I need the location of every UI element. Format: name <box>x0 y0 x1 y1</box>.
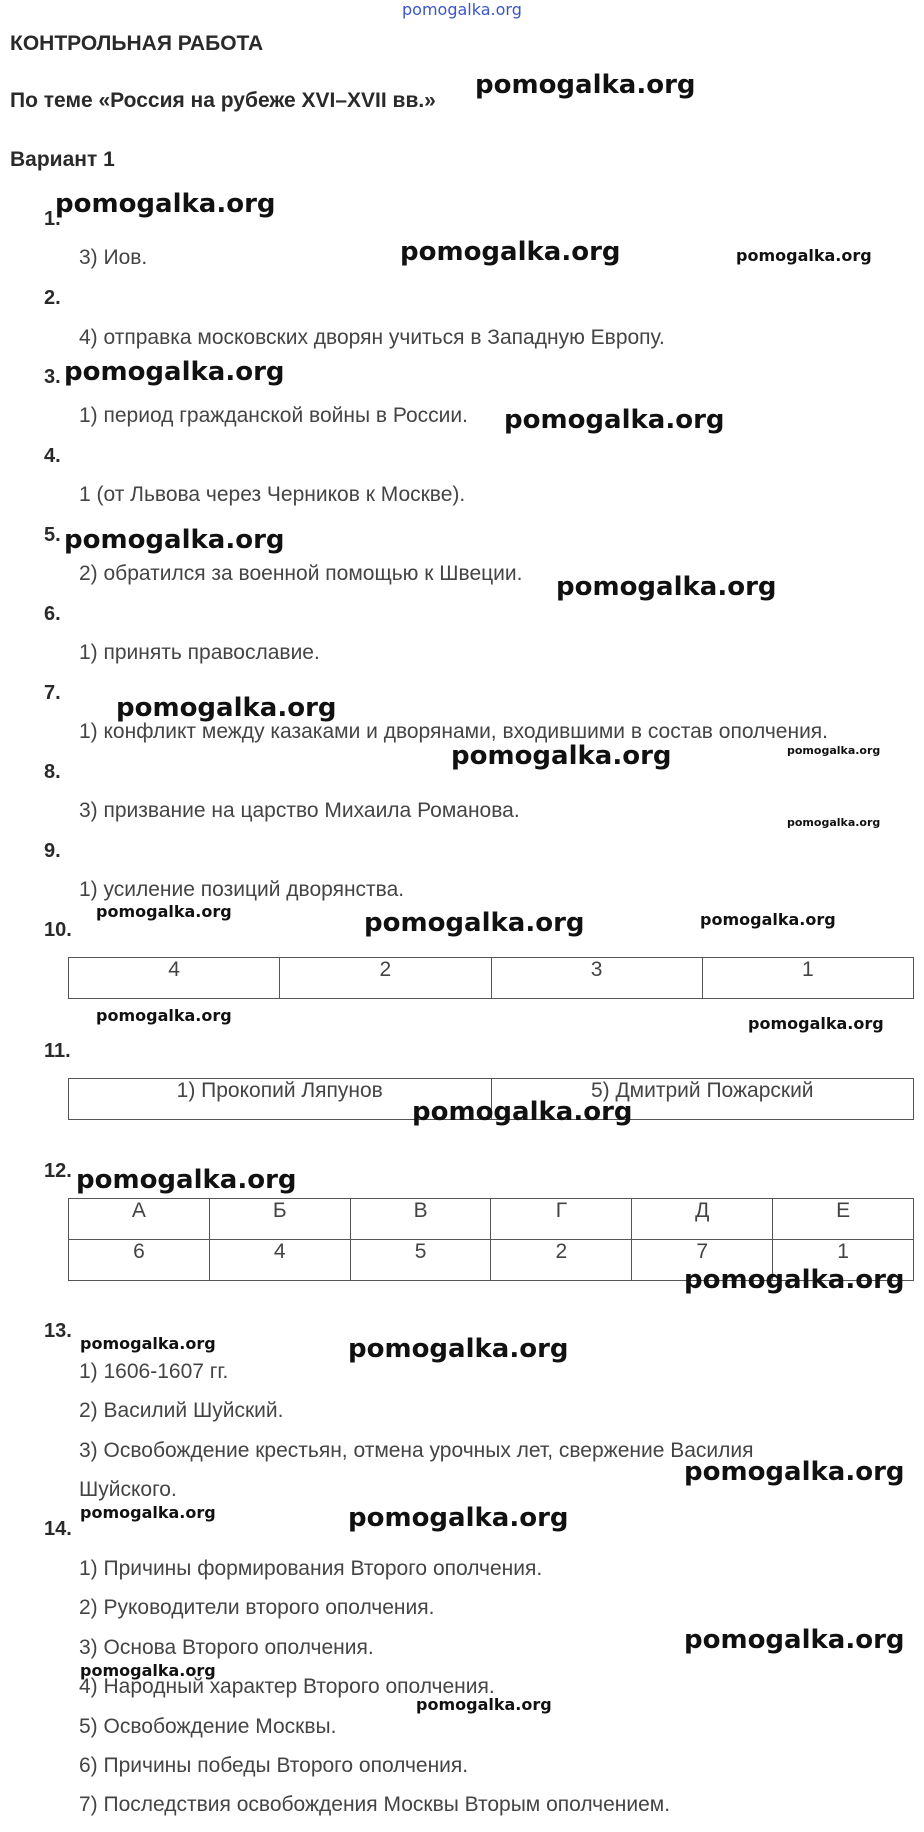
table-cell: 4 <box>69 958 280 999</box>
watermark: pomogalka.org <box>400 237 621 267</box>
answer-13-line-2: 2) Василий Шуйский. <box>79 1399 284 1422</box>
table-cell: 1 <box>773 1240 914 1281</box>
answer-3: 1) период гражданской войны в России. <box>79 404 468 427</box>
watermark: pomogalka.org <box>80 1661 216 1680</box>
question-number-4: 4. <box>44 445 61 467</box>
question-number-11: 11. <box>44 1040 71 1062</box>
table-header-cell: Б <box>209 1199 350 1240</box>
watermark: pomogalka.org <box>364 908 585 938</box>
answer-14-line-1: 1) Причины формирования Второго ополчения. <box>79 1557 543 1580</box>
table-header-cell: Е <box>773 1199 914 1240</box>
question-number-14: 14. <box>44 1518 72 1540</box>
watermark: pomogalka.org <box>504 405 725 435</box>
answer-table-10 <box>68 957 914 999</box>
question-number-2: 2. <box>44 287 61 309</box>
question-number-9: 9. <box>44 840 61 862</box>
answer-6: 1) принять православие. <box>79 641 320 664</box>
watermark: pomogalka.org <box>684 1457 905 1487</box>
table-cell: 1 <box>702 958 913 999</box>
watermark: pomogalka.org <box>748 1014 884 1033</box>
watermark: pomogalka.org <box>116 693 337 723</box>
table-cell: 4 <box>209 1240 350 1281</box>
table-header-cell: В <box>350 1199 491 1240</box>
variant-heading: Вариант 1 <box>10 148 115 171</box>
table-cell: 5 <box>350 1240 491 1281</box>
watermark: pomogalka.org <box>475 70 696 100</box>
watermark: pomogalka.org <box>80 1334 216 1353</box>
watermark: pomogalka.org <box>76 1165 297 1195</box>
answer-5: 2) обратился за военной помощью к Швеции. <box>79 562 523 585</box>
table-header-cell: Д <box>632 1199 773 1240</box>
watermark: pomogalka.org <box>348 1334 569 1364</box>
question-number-3: 3. <box>44 366 61 388</box>
watermark: pomogalka.org <box>684 1265 905 1295</box>
table-cell: 2 <box>280 958 491 999</box>
table-cell: 3 <box>491 958 702 999</box>
answer-4: 1 (от Львова через Черников к Москве). <box>79 483 466 506</box>
watermark: pomogalka.org <box>348 1503 569 1533</box>
question-number-1: 1. <box>44 208 61 230</box>
watermark: pomogalka.org <box>55 189 276 219</box>
watermark: pomogalka.org <box>96 1006 232 1025</box>
answer-14-line-6: 6) Причины победы Второго ополчения. <box>79 1754 469 1777</box>
watermark: pomogalka.org <box>736 246 872 265</box>
topic-heading: По теме «Россия на рубеже XVI–XVII вв.» <box>10 89 436 112</box>
question-number-12: 12. <box>44 1160 72 1182</box>
question-number-6: 6. <box>44 603 61 625</box>
table-header-cell: Г <box>491 1199 632 1240</box>
answer-7: 1) конфликт между казаками и дворянами, входившими в состав ополчения. <box>79 720 829 743</box>
question-number-13: 13. <box>44 1320 72 1342</box>
question-number-8: 8. <box>44 761 61 783</box>
answer-8: 3) призвание на царство Михаила Романова. <box>79 799 520 822</box>
answer-9: 1) усиление позиций дворянства. <box>79 878 405 901</box>
answer-14-line-4: 4) Народный характер Второго ополчения. <box>79 1675 495 1698</box>
watermark-top: pomogalka.org <box>402 0 522 19</box>
watermark: pomogalka.org <box>64 357 285 387</box>
table-cell: 1) Прокопий Ляпунов <box>69 1079 492 1120</box>
question-number-5: 5. <box>44 524 61 546</box>
watermark: pomogalka.org <box>684 1625 905 1655</box>
watermark: pomogalka.org <box>451 741 672 771</box>
table-cell: 6 <box>69 1240 210 1281</box>
answer-13-line-4: Шуйского. <box>79 1478 177 1501</box>
watermark: pomogalka.org <box>700 910 836 929</box>
question-number-7: 7. <box>44 682 61 704</box>
question-number-10: 10. <box>44 919 72 941</box>
watermark: pomogalka.org <box>412 1097 633 1127</box>
answer-13-line-1: 1) 1606-1607 гг. <box>79 1360 229 1383</box>
answer-14-line-5: 5) Освобождение Москвы. <box>79 1715 337 1738</box>
table-cell: 7 <box>632 1240 773 1281</box>
watermark: pomogalka.org <box>96 902 232 921</box>
answer-1: 3) Иов. <box>79 246 148 269</box>
answer-14-line-3: 3) Основа Второго ополчения. <box>79 1636 374 1659</box>
watermark: pomogalka.org <box>416 1695 552 1714</box>
answer-14-line-2: 2) Руководители второго ополчения. <box>79 1596 435 1619</box>
answer-14-line-7: 7) Последствия освобождения Москвы Вторым ополчением. <box>79 1793 671 1816</box>
answer-2: 4) отправка московских дворян учиться в Западную Европу. <box>79 326 665 349</box>
watermark: pomogalka.org <box>787 744 881 757</box>
table-header-cell: А <box>69 1199 210 1240</box>
table-cell: 2 <box>491 1240 632 1281</box>
watermark: pomogalka.org <box>556 572 777 602</box>
table-cell: 5) Дмитрий Пожарский <box>491 1079 914 1120</box>
watermark: pomogalka.org <box>787 816 881 829</box>
answer-13-line-3: 3) Освобождение крестьян, отмена урочных лет, свержение Василия <box>79 1439 754 1462</box>
page-title: КОНТРОЛЬНАЯ РАБОТА <box>10 32 264 55</box>
watermark: pomogalka.org <box>80 1503 216 1522</box>
watermark: pomogalka.org <box>64 525 285 555</box>
